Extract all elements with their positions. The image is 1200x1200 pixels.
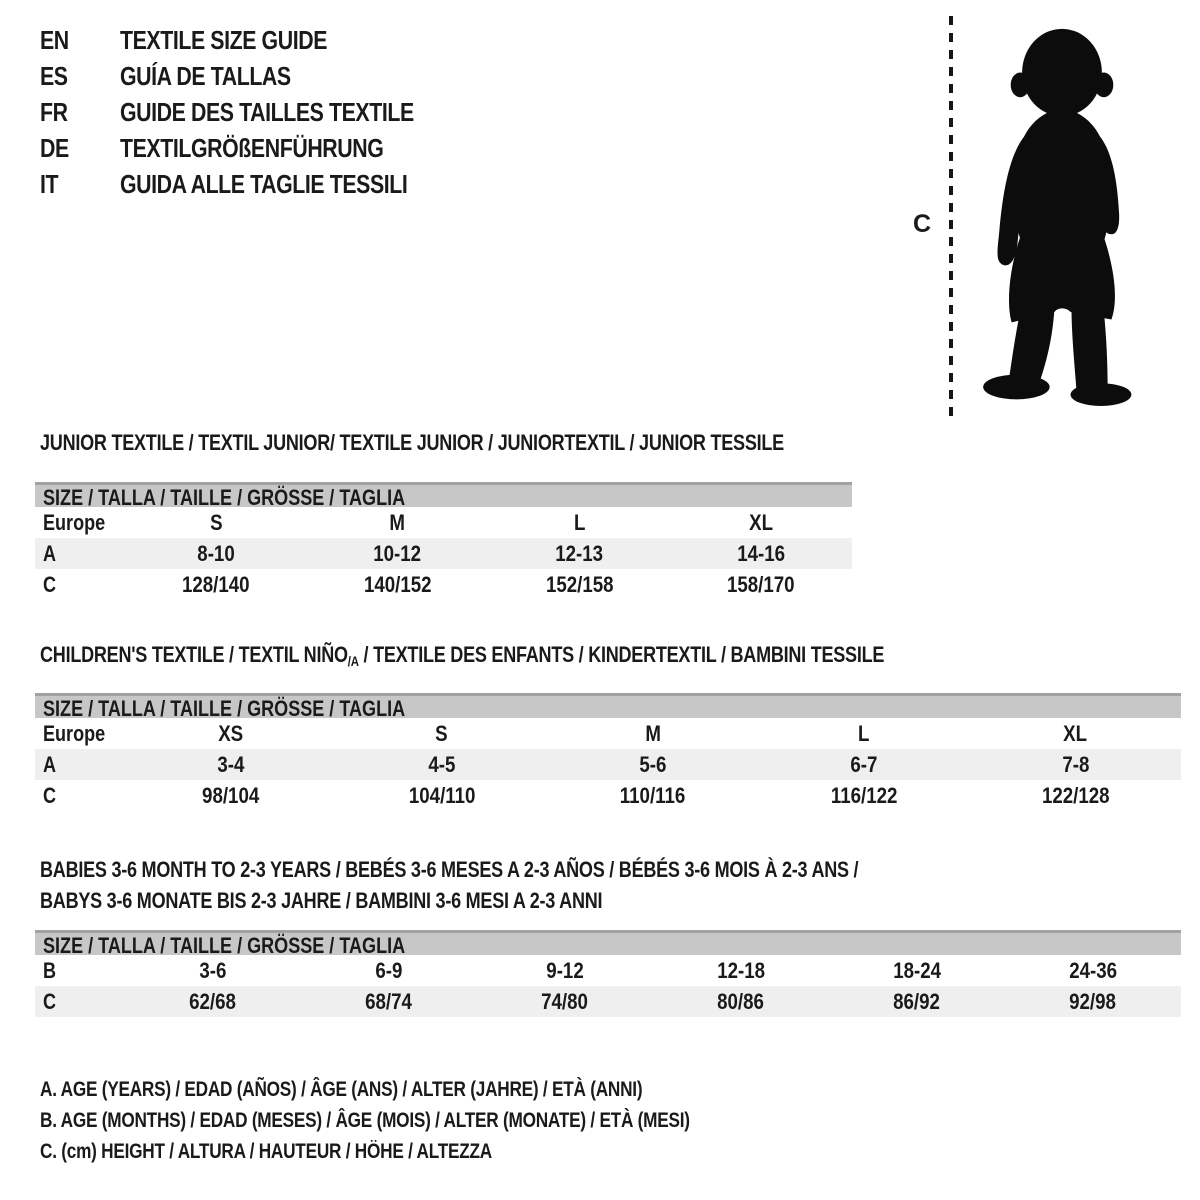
table-cell [125,572,307,598]
children-row-c-label: C [43,782,57,808]
junior-row-a [35,538,852,569]
babies-row-c [35,986,1181,1017]
children-size-xs-cell [125,721,336,747]
junior-a-value-1: 8-10 [197,540,235,566]
table-cell [125,958,301,984]
junior-c-value-1: 128/140 [182,571,250,597]
babies-c-value-3: 74/80 [541,988,589,1014]
table-cell [301,958,477,984]
junior-row-a-label-cell [35,541,125,567]
children-title [40,642,1181,674]
junior-size-s: S [209,509,223,535]
table-cell [125,989,301,1015]
babies-size-header-text: SIZE / TALLA / TAILLE / GRÖSSE / TAGLIA [43,933,406,958]
junior-size-header-bar [35,482,852,510]
language-row-en [40,22,478,58]
babies-c-value-6: 92/98 [1069,988,1117,1014]
table-cell [301,989,477,1015]
table-cell [829,958,1005,984]
toddler-silhouette [967,14,1157,418]
children-size-s: S [435,720,449,746]
children-size-xs: XS [218,720,244,746]
babies-size-header-bar [35,930,1181,958]
table-cell [307,572,489,598]
table-cell [489,541,671,567]
babies-b-value-1: 3-6 [199,957,227,983]
children-a-value-3: 5-6 [639,751,667,777]
table-cell [670,572,852,598]
children-row-c [35,780,1181,811]
children-size-s-cell [336,721,547,747]
language-row-es [40,58,478,94]
children-table [35,693,1181,811]
junior-size-xl: XL [749,509,774,535]
table-cell [970,783,1181,809]
children-row-c-label-cell [35,783,125,809]
table-cell [759,752,970,778]
language-title-fr: GUIDE DES TAILLES TEXTILE [120,96,414,127]
babies-row-b-label-cell [35,958,125,984]
junior-region-row [35,507,852,538]
legend-line-b [40,1105,1181,1136]
junior-row-c-label-cell [35,572,125,598]
babies-row-c-label: C [43,988,57,1014]
legend-line-b-text: B. AGE (MONTHS) / EDAD (MESES) / ÂGE (MOIS) / ALTER (MONATE) / ETÀ (MESI) [40,1109,690,1132]
children-title-sub: /A [347,653,359,669]
babies-section [35,854,1181,1017]
table-cell [477,989,653,1015]
children-title-before: CHILDREN'S TEXTILE / TEXTIL NIÑO [40,642,348,667]
table-cell [125,541,307,567]
junior-row-c [35,569,852,600]
table-cell [759,783,970,809]
table-cell [1005,989,1181,1015]
table-cell [829,989,1005,1015]
language-title-en: TEXTILE SIZE GUIDE [120,24,328,55]
babies-b-value-3: 9-12 [546,957,584,983]
table-cell [125,783,336,809]
table-cell [547,783,758,809]
babies-b-value-4: 12-18 [717,957,765,983]
junior-size-xl-cell [670,510,852,536]
children-title-after: / TEXTILE DES ENFANTS / KINDERTEXTIL / BAMBINI TESSILE [358,642,885,667]
children-size-xl: XL [1063,720,1088,746]
junior-region-label: Europe [43,509,106,535]
babies-row-b-label: B [43,957,57,983]
babies-title-line1 [40,854,1181,885]
children-a-value-4: 6-7 [850,751,878,777]
legend-block [35,1074,1181,1167]
babies-b-value-6: 24-36 [1069,957,1117,983]
babies-title-line1-text: BABIES 3-6 MONTH TO 2-3 YEARS / BEBÉS 3-6 MESES A 2-3 AÑOS / BÉBÉS 3-6 MOIS À 2-3 ANS / [40,857,859,882]
children-size-m-cell [547,721,758,747]
legend-line-a [40,1074,1181,1105]
table-cell [1005,958,1181,984]
junior-table [35,482,852,600]
junior-a-value-4: 14-16 [737,540,786,566]
language-code-en: EN [40,24,69,55]
babies-b-value-5: 18-24 [893,957,941,983]
junior-row-a-label: A [43,540,57,566]
height-measure-figure [905,14,1175,426]
children-row-a-label-cell [35,752,125,778]
junior-c-value-2: 140/152 [363,571,432,597]
height-measure-label: C [913,210,932,238]
table-cell [336,752,547,778]
children-title-text [40,642,884,674]
legend-line-c [40,1136,1181,1167]
junior-region-label-cell [35,510,125,536]
tables-content [35,430,1181,1167]
junior-title [40,430,1181,456]
language-title-block [40,22,478,202]
junior-size-header-text: SIZE / TALLA / TAILLE / GRÖSSE / TAGLIA [43,485,406,510]
children-c-value-1: 98/104 [202,782,260,808]
junior-a-value-2: 10-12 [373,540,422,566]
table-cell [547,752,758,778]
table-cell [653,989,829,1015]
language-code-it: IT [40,168,59,199]
children-c-value-5: 122/128 [1041,782,1110,808]
junior-size-l-cell [489,510,671,536]
junior-size-l: L [573,509,586,535]
table-cell [307,541,489,567]
babies-b-value-2: 6-9 [375,957,403,983]
babies-title-line2-text: BABYS 3-6 MONATE BIS 2-3 JAHRE / BAMBINI 3-6 MESI A 2-3 ANNI [40,888,603,913]
table-cell [653,958,829,984]
babies-table [35,930,1181,1017]
language-code-fr: FR [40,96,68,127]
babies-c-value-5: 86/92 [893,988,941,1014]
junior-size-s-cell [125,510,307,536]
children-region-label-cell [35,721,125,747]
language-code-es: ES [40,60,68,91]
table-cell [477,958,653,984]
language-row-de [40,130,478,166]
children-size-m: M [645,720,661,746]
junior-c-value-3: 152/158 [545,571,614,597]
table-cell [125,752,336,778]
children-c-value-2: 104/110 [408,782,476,808]
children-size-l-cell [759,721,970,747]
children-size-header-text: SIZE / TALLA / TAILLE / GRÖSSE / TAGLIA [43,696,406,721]
language-title-de: TEXTILGRÖßENFÜHRUNG [120,132,384,163]
children-c-value-4: 116/122 [830,782,898,808]
language-row-fr [40,94,478,130]
babies-c-value-4: 80/86 [717,988,765,1014]
children-row-a-label: A [43,751,57,777]
language-code-de: DE [40,132,69,163]
children-a-value-2: 4-5 [428,751,456,777]
children-section [35,642,1181,811]
children-size-xl-cell [970,721,1181,747]
junior-size-m-cell [307,510,489,536]
children-row-a [35,749,1181,780]
children-size-header-bar [35,693,1181,721]
babies-row-c-label-cell [35,989,125,1015]
children-size-l: L [858,720,870,746]
height-dashed-line [949,16,953,418]
babies-row-b [35,955,1181,986]
legend-line-c-text: C. (cm) HEIGHT / ALTURA / HAUTEUR / HÖHE / ALTEZZA [40,1140,492,1163]
table-cell [336,783,547,809]
legend-line-a-text: A. AGE (YEARS) / EDAD (AÑOS) / ÂGE (ANS) / ALTER (JAHRE) / ETÀ (ANNI) [40,1078,643,1101]
table-cell [489,572,671,598]
language-row-it [40,166,478,202]
table-cell [670,541,852,567]
children-a-value-5: 7-8 [1061,751,1089,777]
junior-a-value-3: 12-13 [555,540,604,566]
children-a-value-1: 3-4 [217,751,245,777]
babies-title-line2 [40,885,1181,916]
table-cell [970,752,1181,778]
junior-c-value-4: 158/170 [727,571,795,597]
junior-section [35,430,1181,600]
language-title-es: GUÍA DE TALLAS [120,60,291,91]
children-c-value-3: 110/116 [620,782,686,808]
babies-c-value-1: 62/68 [189,988,237,1014]
junior-title-text: JUNIOR TEXTILE / TEXTIL JUNIOR/ TEXTILE JUNIOR / JUNIORTEXTIL / JUNIOR TESSILE [40,430,784,455]
children-region-row [35,718,1181,749]
junior-size-m: M [389,509,406,535]
language-title-it: GUIDA ALLE TAGLIE TESSILI [120,168,408,199]
babies-c-value-2: 68/74 [365,988,413,1014]
junior-row-c-label: C [43,571,57,597]
children-region-label: Europe [43,720,106,746]
